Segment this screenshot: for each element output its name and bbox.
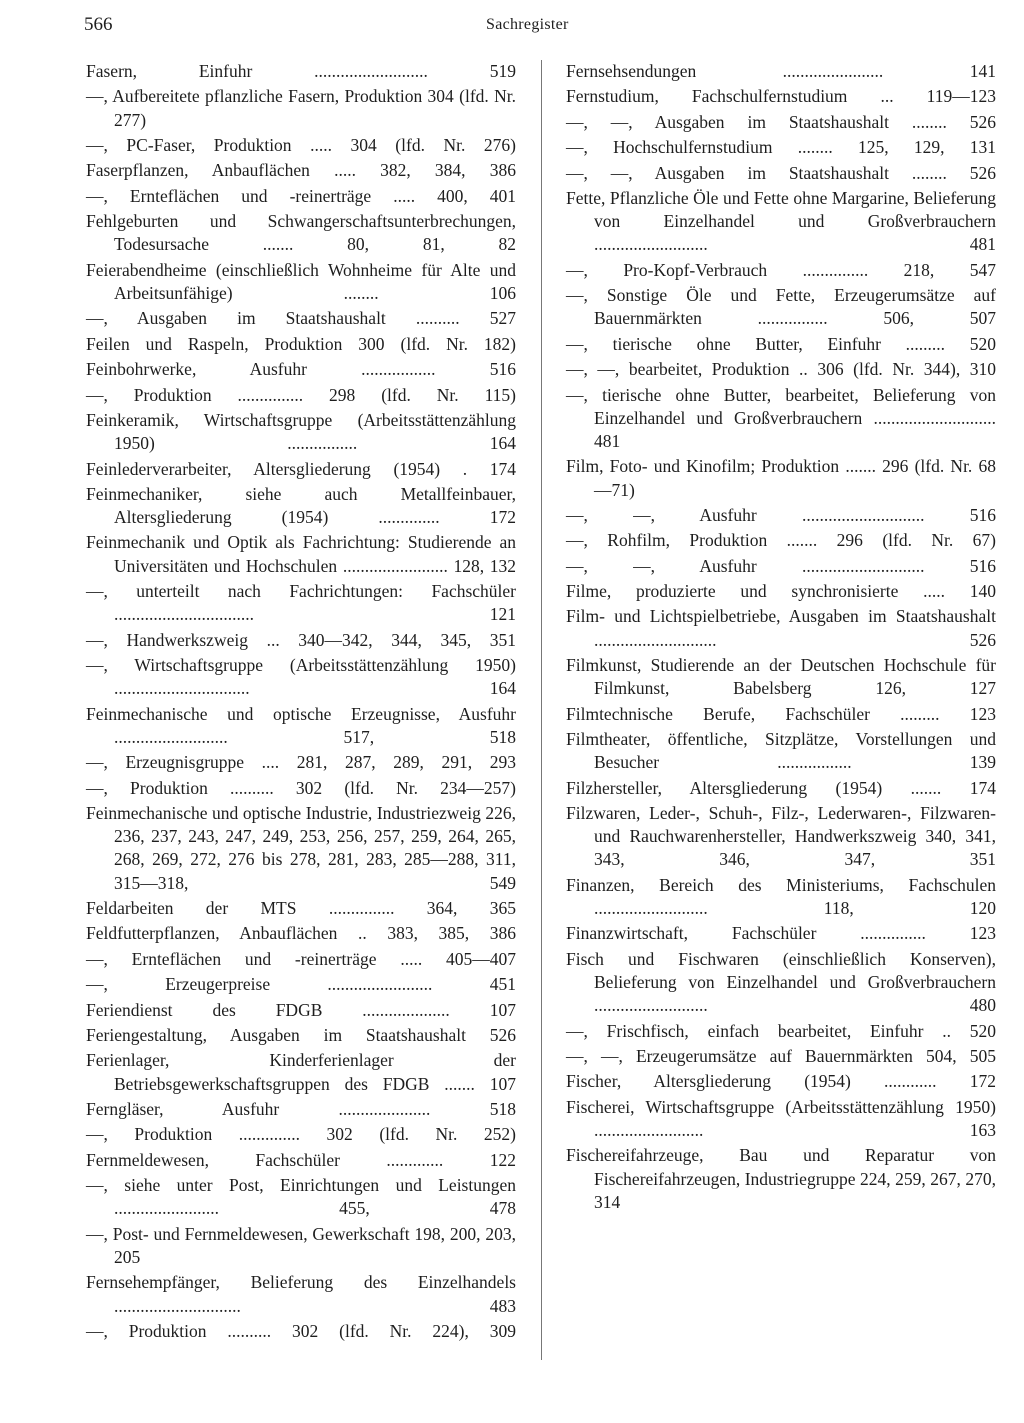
index-entry: Filmkunst, Studierende an der Deutschen Hochschule für Filmkunst, Babelsberg 126, 127	[566, 655, 996, 699]
index-entry: —, Aufbereitete pflanzliche Fasern, Produktion 304 (lfd. Nr. 277)	[86, 86, 516, 130]
index-entry: Feinmechaniker, siehe auch Metallfeinbauer, Altersgliederung (1954) .............. 172	[86, 483, 516, 528]
index-entry: —, Produktion .............. 302 (lfd. Nr. 252)	[86, 1124, 516, 1145]
index-entry: Fisch und Fischwaren (einschließlich Konserven), Belieferung von Einzelhandel und Großverbrauchern .......................... 480	[566, 948, 996, 1016]
index-entry: —, Produktion .......... 302 (lfd. Nr. 234—257)	[86, 777, 516, 798]
page-number: 566	[84, 14, 113, 35]
index-entry: —, tierische ohne Butter, Einfuhr ......... 520	[566, 333, 996, 354]
index-entry: Ferienlager, Kinderferienlager der Betriebsgewerkschaftsgruppen des FDGB ....... 107	[86, 1050, 516, 1094]
index-entry: Feldfutterpflanzen, Anbauflächen .. 383, 385, 386	[86, 923, 516, 944]
index-entry: Filzwaren, Leder-, Schuh-, Filz-, Lederwaren-, Filzwaren- und Rauchwarenhersteller, Handwerkszweig 340, 341, 343, 346, 347, 351	[566, 803, 996, 870]
index-entry: Feinkeramik, Wirtschaftsgruppe (Arbeitsstättenzählung 1950) ................ 164	[86, 409, 516, 454]
index-entry: —, Handwerkszweig ... 340—342, 344, 345, 351	[86, 629, 516, 650]
index-entry: Filmtechnische Berufe, Fachschüler ......... 123	[566, 703, 996, 724]
index-entry: —, —, Ausgaben im Staatshaushalt ........ 526	[566, 162, 996, 183]
index-entry: —, —, Ausfuhr ............................ 516	[566, 555, 996, 576]
index-entry: Feierabendheime (einschließlich Wohnheime für Alte und Arbeitsunfähige) ........ 106	[86, 259, 516, 303]
index-entry: Filme, produzierte und synchronisierte ..... 140	[566, 581, 996, 602]
index-entry: Feinbohrwerke, Ausfuhr ................. 516	[86, 359, 516, 380]
index-entry: Feinmechanische und optische Industrie, Industriezweig 226, 236, 237, 243, 247, 249, 253, 256, 257, 259, 264, 265, 268, 269, 272, 276 bis 278, 281, 283, 285—288, 311, 315—318, 549	[86, 803, 516, 893]
index-entry: Fasern, Einfuhr .......................... 519	[86, 61, 516, 81]
index-entry: —, Erzeugnisgruppe .... 281, 287, 289, 291, 293	[86, 752, 516, 773]
index-entry: —, Pro-Kopf-Verbrauch ............... 218, 547	[566, 259, 996, 280]
index-entry: Fernstudium, Fachschulfernstudium ... 119—123	[566, 86, 996, 107]
index-entry: —, siehe unter Post, Einrichtungen und Leistungen ........................ 455, 478	[86, 1175, 516, 1219]
index-entry: Filzhersteller, Altersgliederung (1954) ....... 174	[566, 777, 996, 798]
index-entry: Feldarbeiten der MTS ............... 364, 365	[86, 898, 516, 919]
index-entry: —, Produktion ............... 298 (lfd. Nr. 115)	[86, 384, 516, 405]
index-entry: —, Wirtschaftsgruppe (Arbeitsstättenzählung 1950) ............................... 164	[86, 655, 516, 699]
index-entry: —, —, Ausgaben im Staatshaushalt ........ 526	[566, 111, 996, 132]
index-column-right	[566, 60, 996, 1216]
index-entry: Fernsehsendungen ....................... 141	[566, 61, 996, 81]
index-entry: Fernmeldewesen, Fachschüler ............. 122	[86, 1149, 516, 1170]
index-entry: —, Ernteflächen und -reinerträge ..... 400, 401	[86, 185, 516, 206]
index-entry: Ferngläser, Ausfuhr ..................... 518	[86, 1098, 516, 1119]
index-entry: Feriendienst des FDGB .................... 107	[86, 999, 516, 1020]
index-entry: Feriengestaltung, Ausgaben im Staatshaushalt 526	[86, 1024, 516, 1045]
index-entry: Finanzen, Bereich des Ministeriums, Fachschulen .......................... 118, 120	[566, 874, 996, 919]
index-entry: —, Sonstige Öle und Fette, Erzeugerumsätze auf Bauernmärkten ................ 506, 507	[566, 285, 996, 329]
index-entry: —, unterteilt nach Fachrichtungen: Fachschüler ................................ 121	[86, 581, 516, 625]
index-entry: Fischer, Altersgliederung (1954) ............ 172	[566, 1071, 996, 1092]
index-entry: —, Produktion .......... 302 (lfd. Nr. 224), 309	[86, 1320, 516, 1341]
index-entry: Fette, Pflanzliche Öle und Fette ohne Margarine, Belieferung von Einzelhandel und Großverbrauchern .......................... 481	[566, 187, 996, 255]
index-entry: Feinlederverarbeiter, Altersgliederung (1954) . 174	[86, 458, 516, 479]
index-entry: —, Erzeugerpreise ........................ 451	[86, 974, 516, 995]
index-entry: —, —, Erzeugerumsätze auf Bauernmärkten 504, 505	[566, 1046, 996, 1066]
index-entry: —, Hochschulfernstudium ........ 125, 129, 131	[566, 137, 996, 158]
page-title: Sachregister	[486, 16, 569, 33]
index-entry: —, Frischfisch, einfach bearbeitet, Einfuhr .. 520	[566, 1020, 996, 1041]
index-entry: Film, Foto- und Kinofilm; Produktion ....... 296 (lfd. Nr. 68—71)	[566, 456, 996, 500]
index-entry: Fehlgeburten und Schwangerschaftsunterbrechungen, Todesursache ....... 80, 81, 82	[86, 211, 516, 255]
index-entry: —, Ernteflächen und -reinerträge ..... 405—407	[86, 948, 516, 969]
index-entry: Fischerei, Wirtschaftsgruppe (Arbeitsstättenzählung 1950) ......................... 163	[566, 1096, 996, 1140]
index-entry: Fernsehempfänger, Belieferung des Einzelhandels ............................. 483	[86, 1272, 516, 1316]
index-entry: Finanzwirtschaft, Fachschüler ............... 123	[566, 923, 996, 944]
column-divider	[541, 60, 542, 1360]
index-entry: Film- und Lichtspielbetriebe, Ausgaben im Staatshaushalt ............................ 526	[566, 606, 996, 650]
index-entry: —, Ausgaben im Staatshaushalt .......... 527	[86, 308, 516, 329]
index-entry: —, Post- und Fernmeldewesen, Gewerkschaft 198, 200, 203, 205	[86, 1223, 516, 1267]
index-entry: Faserpflanzen, Anbauflächen ..... 382, 384, 386	[86, 160, 516, 181]
index-entry: —, —, Ausfuhr ............................ 516	[566, 504, 996, 525]
index-entry: Filmtheater, öffentliche, Sitzplätze, Vorstellungen und Besucher ................. 139	[566, 729, 996, 773]
index-entry: —, Rohfilm, Produktion ....... 296 (lfd. Nr. 67)	[566, 530, 996, 551]
index-column-left	[86, 60, 516, 1345]
index-entry: Feilen und Raspeln, Produktion 300 (lfd. Nr. 182)	[86, 333, 516, 354]
index-entry: —, tierische ohne Butter, bearbeitet, Belieferung von Einzelhandel und Großverbrauchern ............................ 481	[566, 384, 996, 451]
index-entry: —, PC-Faser, Produktion ..... 304 (lfd. Nr. 276)	[86, 134, 516, 155]
index-entry: Feinmechanik und Optik als Fachrichtung: Studierende an Universitäten und Hochschulen ........................ 128, 132	[86, 532, 516, 576]
index-entry: Fischereifahrzeuge, Bau und Reparatur von Fischereifahrzeugen, Industriegruppe 224, 259, 267, 270, 314	[566, 1145, 996, 1212]
index-entry: —, —, bearbeitet, Produktion .. 306 (lfd. Nr. 344), 310	[566, 359, 996, 380]
index-entry: Feinmechanische und optische Erzeugnisse, Ausfuhr .......................... 517, 518	[86, 703, 516, 747]
